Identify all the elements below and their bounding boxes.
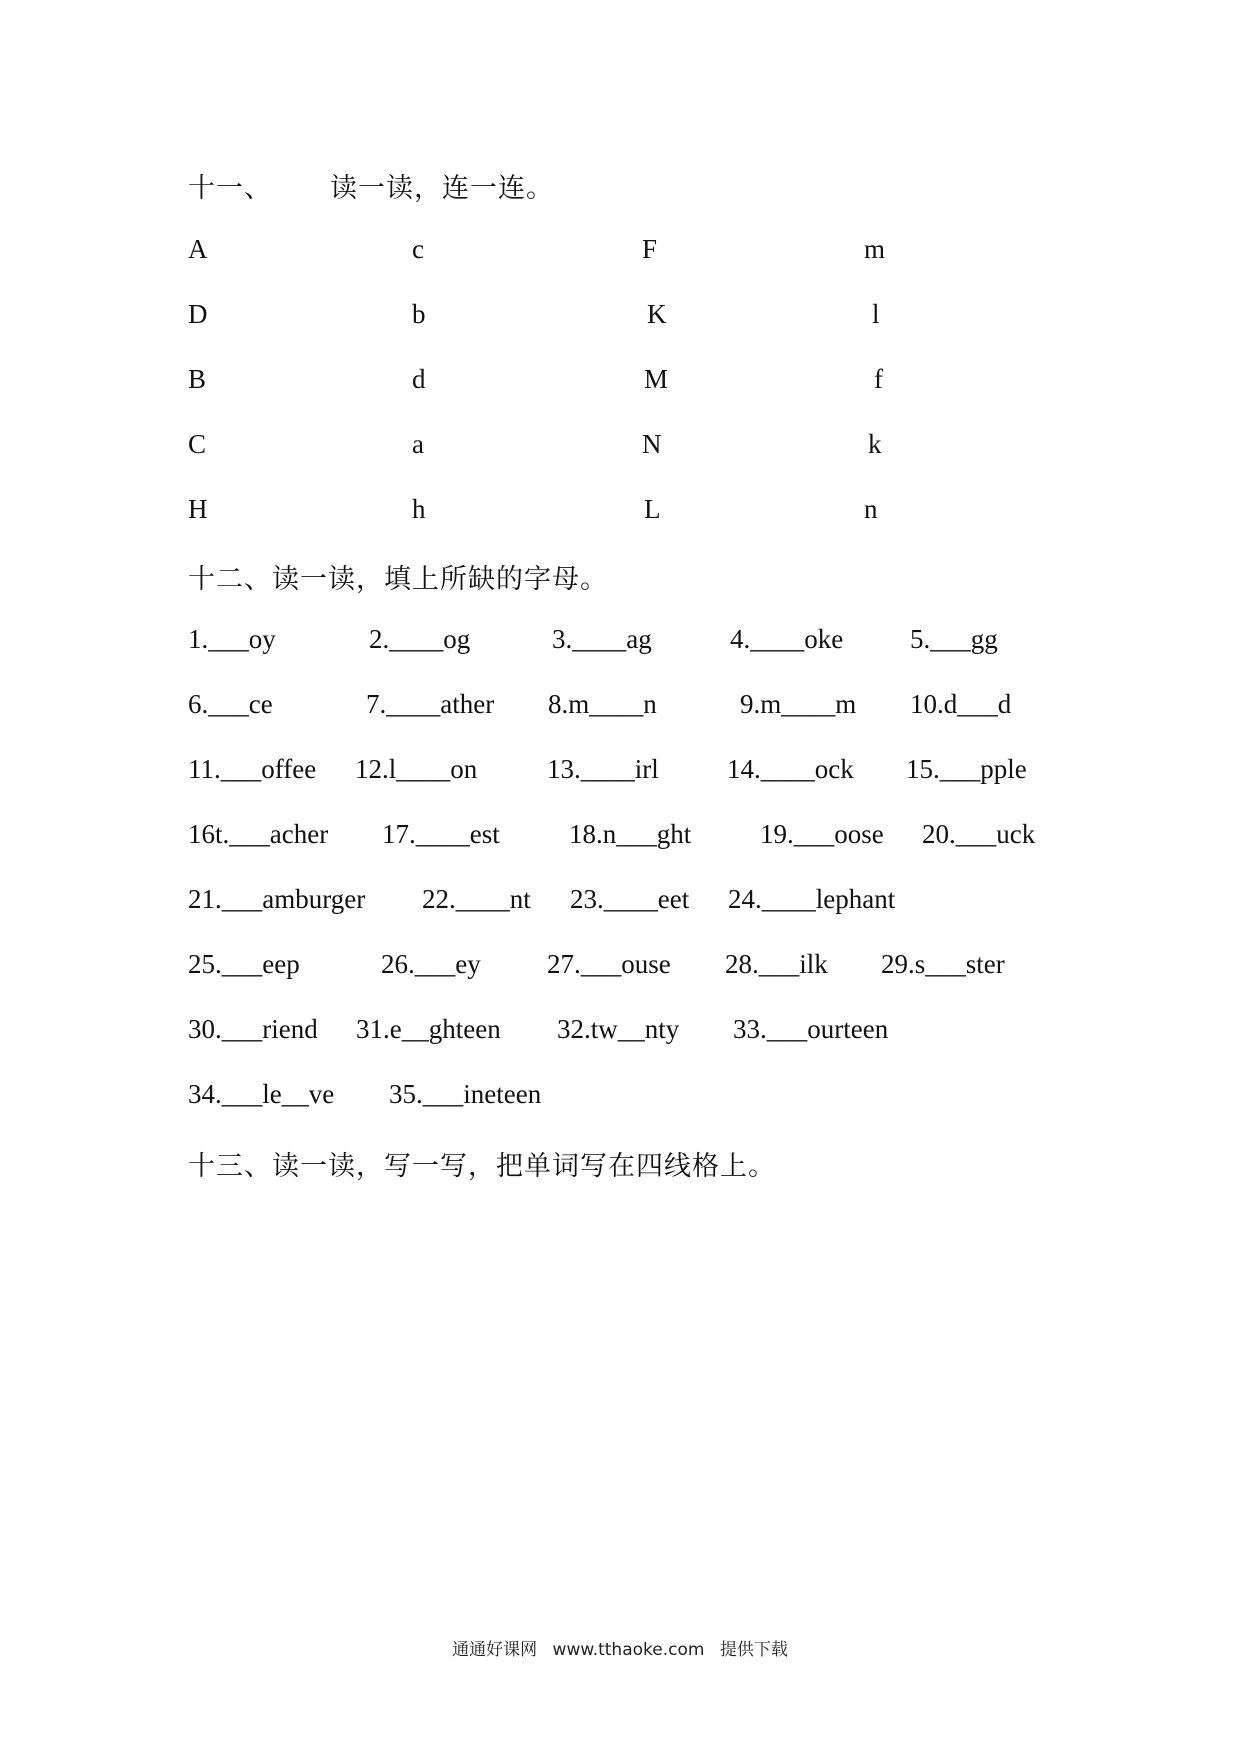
section-12-title <box>188 557 608 596</box>
match-cell: L <box>644 494 661 524</box>
fill-row <box>0 624 1240 664</box>
fill-item: 33.___ourteen <box>733 1014 889 1044</box>
fill-item: 17.____est <box>382 819 500 849</box>
page-footer <box>0 1635 1240 1660</box>
fill-item: 18.n___ght <box>569 819 692 849</box>
fill-row <box>0 819 1240 859</box>
fill-item: 6.___ce <box>188 689 273 719</box>
match-cell: a <box>412 429 424 459</box>
fill-item: 14.____ock <box>727 754 854 784</box>
fill-item: 28.___ilk <box>725 949 828 979</box>
fill-item: 30.___riend <box>188 1014 318 1044</box>
match-cell: d <box>412 364 426 394</box>
fill-item: 11.___offee <box>188 754 317 784</box>
match-cell: c <box>412 234 424 264</box>
footer-note: 提供下载 <box>719 1640 788 1660</box>
fill-item: 25.___eep <box>188 949 300 979</box>
match-cell: K <box>647 299 667 329</box>
fill-item: 7.____ather <box>366 689 495 719</box>
fill-item: 16t.___acher <box>188 819 329 849</box>
match-cell: C <box>188 429 207 459</box>
fill-item: 29.s___ster <box>881 949 1005 979</box>
match-row <box>0 234 1240 274</box>
fill-row <box>0 689 1240 729</box>
match-cell: k <box>868 429 882 459</box>
fill-item: 10.d___d <box>910 689 1012 719</box>
match-cell: f <box>874 364 883 394</box>
fill-item: 5.___gg <box>910 624 998 654</box>
fill-item: 2.____og <box>369 624 471 654</box>
section-13-title <box>188 1144 776 1183</box>
match-row <box>0 429 1240 469</box>
match-cell: l <box>872 299 880 329</box>
fill-item: 27.___ouse <box>547 949 671 979</box>
fill-item: 26.___ey <box>381 949 481 979</box>
fill-item: 12.l____on <box>355 754 478 784</box>
fill-row <box>0 884 1240 924</box>
section-13-heading: 十三、读一读，写一写，把单词写在四线格上。 <box>188 1151 776 1182</box>
match-row <box>0 299 1240 339</box>
fill-item: 31.e__ghteen <box>356 1014 501 1044</box>
match-cell: B <box>188 364 207 394</box>
match-cell: M <box>644 364 669 394</box>
fill-row <box>0 1079 1240 1119</box>
fill-item: 13.____irl <box>547 754 659 784</box>
fill-item: 35.___ineteen <box>389 1079 542 1109</box>
fill-item: 23.____eet <box>570 884 690 914</box>
fill-row <box>0 949 1240 989</box>
footer-site-name: 通通好课网 <box>452 1640 538 1660</box>
fill-item: 8.m____n <box>548 689 657 719</box>
fill-item: 24.____lephant <box>728 884 896 914</box>
match-cell: N <box>642 429 662 459</box>
fill-item: 19.___oose <box>760 819 884 849</box>
section-12-heading: 十二、读一读，填上所缺的字母。 <box>188 564 608 595</box>
fill-item: 22.____nt <box>422 884 531 914</box>
section-11-number: 十一、 <box>188 173 272 204</box>
section-11-heading: 读一读，连一连。 <box>330 173 554 204</box>
fill-row <box>0 754 1240 794</box>
match-cell: F <box>642 234 658 264</box>
section-11-title <box>188 166 554 205</box>
match-row <box>0 364 1240 404</box>
fill-item: 1.___oy <box>188 624 276 654</box>
match-cell: A <box>188 234 208 264</box>
fill-item: 32.tw__nty <box>557 1014 680 1044</box>
match-cell: n <box>864 494 878 524</box>
match-cell: m <box>864 234 886 264</box>
fill-item: 15.___pple <box>906 754 1027 784</box>
match-cell: H <box>188 494 208 524</box>
fill-item: 9.m____m <box>740 689 857 719</box>
match-cell: b <box>412 299 426 329</box>
fill-item: 4.____oke <box>730 624 844 654</box>
footer-url: www.tthaoke.com <box>552 1640 705 1660</box>
match-cell: h <box>412 494 426 524</box>
fill-item: 3.____ag <box>552 624 652 654</box>
fill-item: 34.___le__ve <box>188 1079 335 1109</box>
fill-row <box>0 1014 1240 1054</box>
fill-item: 20.___uck <box>922 819 1036 849</box>
match-row <box>0 494 1240 534</box>
fill-item: 21.___amburger <box>188 884 366 914</box>
match-cell: D <box>188 299 208 329</box>
